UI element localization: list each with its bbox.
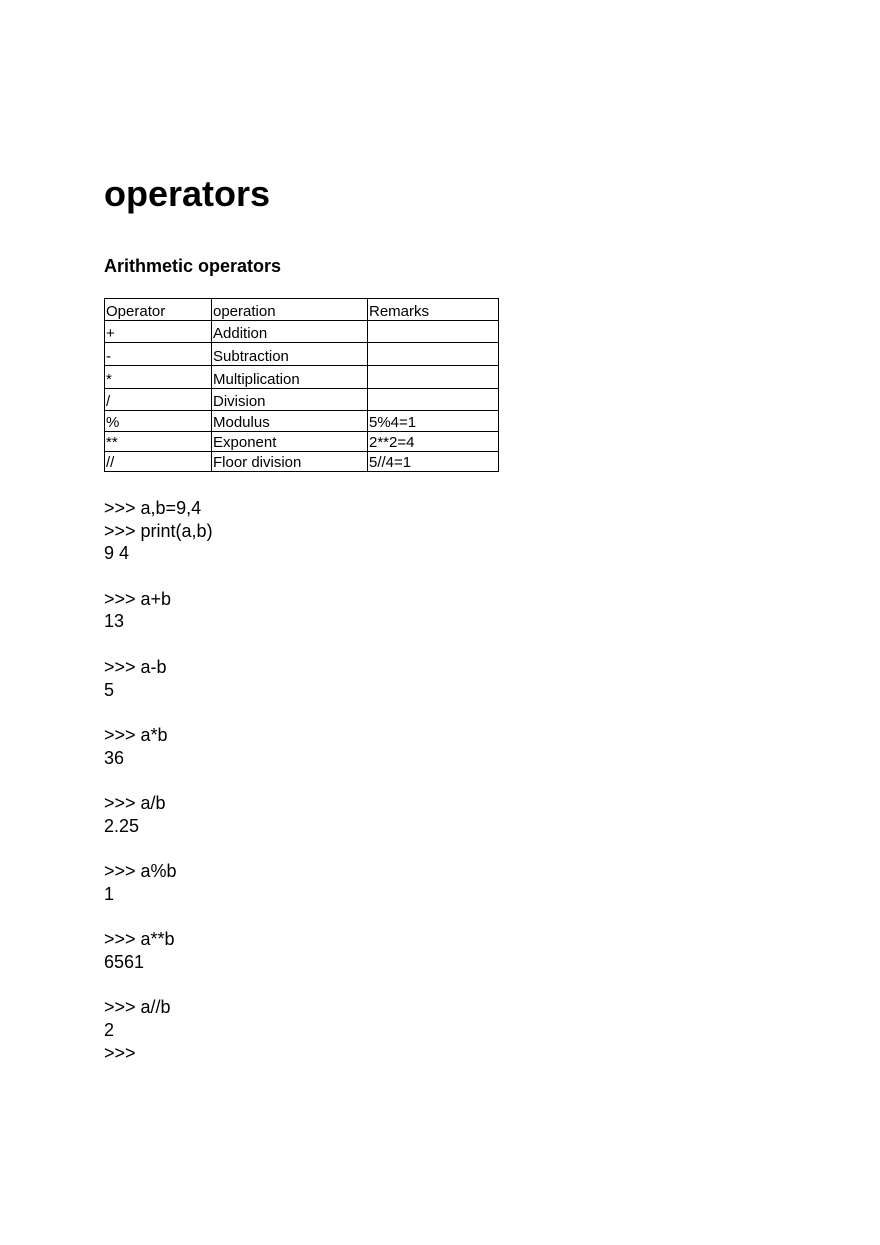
- add-command: >>> a+b: [104, 588, 172, 609]
- operator-cell: -: [105, 343, 212, 366]
- header-operation: operation: [212, 299, 368, 321]
- modulus-command: >>> a%b: [104, 861, 177, 881]
- header-remarks: Remarks: [368, 299, 499, 321]
- operator-cell: //: [105, 452, 212, 472]
- divide-output: 2.25: [104, 815, 140, 836]
- remarks-cell: [368, 366, 499, 389]
- remarks-cell: 5%4=1: [368, 411, 499, 432]
- operators-table: [104, 298, 499, 472]
- table-row: [105, 452, 499, 472]
- exponent-output: 6561: [104, 951, 145, 972]
- remarks-cell: 5//4=1: [368, 452, 499, 472]
- add-output: 13: [104, 611, 125, 632]
- divide-command: >>> a/b: [104, 792, 166, 813]
- spacer: [104, 769, 213, 792]
- floor-division-output: 2: [104, 1019, 115, 1040]
- multiply-command: >>> a*b: [104, 724, 168, 745]
- multiply-output: 36: [104, 747, 125, 768]
- table-row: [105, 389, 499, 411]
- table-row: [105, 343, 499, 366]
- exponent-command: >>> a**b: [104, 929, 175, 950]
- spacer: [104, 905, 213, 928]
- operator-cell: **: [105, 432, 212, 452]
- operator-cell: /: [105, 389, 212, 411]
- floor-division-command: >>> a//b: [104, 997, 171, 1018]
- page-title: operators: [104, 173, 271, 214]
- spacer: [104, 565, 213, 588]
- operator-cell: *: [105, 366, 212, 389]
- spacer: [104, 837, 213, 860]
- spacer: [104, 701, 213, 724]
- remarks-cell: [368, 389, 499, 411]
- table-row: [105, 411, 499, 432]
- section-heading: Arithmetic operators: [104, 256, 282, 276]
- assign-command: >>> a,b=9,4: [104, 498, 202, 518]
- python-prompt: >>>: [104, 1042, 136, 1063]
- table-row: [105, 432, 499, 452]
- operation-cell: Subtraction: [212, 343, 368, 366]
- remarks-cell: 2**2=4: [368, 432, 499, 452]
- operation-cell: Division: [212, 389, 368, 411]
- operation-cell: Floor division: [212, 452, 368, 472]
- table-header-row: [105, 299, 499, 321]
- operator-cell: %: [105, 411, 212, 432]
- subtract-output: 5: [104, 679, 115, 700]
- header-operator: Operator: [105, 299, 212, 321]
- python-session: [104, 497, 213, 1064]
- operation-cell: Addition: [212, 321, 368, 343]
- table-row: [105, 366, 499, 389]
- operation-cell: Exponent: [212, 432, 368, 452]
- modulus-output: 1: [104, 883, 115, 904]
- remarks-cell: [368, 321, 499, 343]
- operator-cell: +: [105, 321, 212, 343]
- print-command: >>> print(a,b): [104, 520, 213, 541]
- table-row: [105, 321, 499, 343]
- spacer: [104, 633, 213, 656]
- operation-cell: Modulus: [212, 411, 368, 432]
- print-output: 9 4: [104, 543, 130, 564]
- operation-cell: Multiplication: [212, 366, 368, 389]
- subtract-command: >>> a-b: [104, 656, 167, 677]
- remarks-cell: [368, 343, 499, 366]
- spacer: [104, 973, 213, 996]
